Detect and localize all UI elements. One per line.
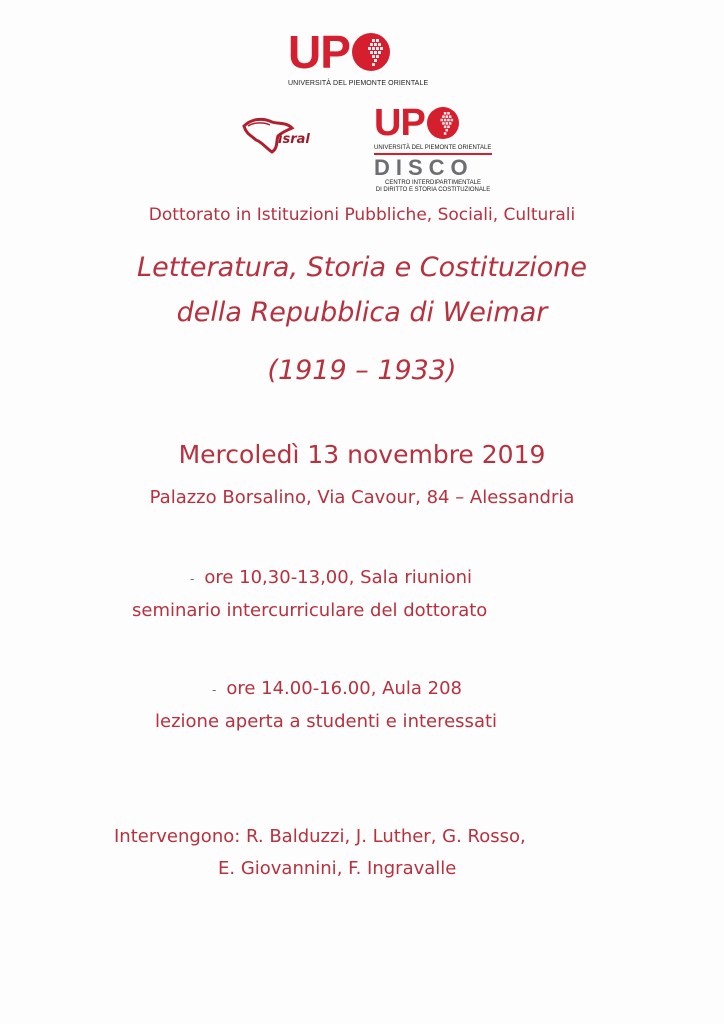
upo-map-icon <box>352 33 390 71</box>
event-date: Mercoledì 13 novembre 2019 <box>178 440 546 469</box>
session-2-bullet: - <box>212 683 217 697</box>
session-2-time-text: ore 14.00-16.00, Aula 208 <box>226 678 462 699</box>
speakers-line-1: Intervengono: R. Balduzzi, J. Luther, G. Rosso, <box>114 826 526 847</box>
speakers-line-2: E. Giovannini, F. Ingravalle <box>218 858 457 879</box>
isral-logo-text: isral <box>278 132 310 147</box>
event-place: Palazzo Borsalino, Via Cavour, 84 – Alessandria <box>149 487 575 508</box>
upo-logo-letters: UP <box>288 26 350 78</box>
title-line-3: (1919 – 1933) <box>267 355 457 386</box>
disco-wordmark: DISCO <box>374 155 474 180</box>
disco-subtitle-1: CENTRO INTERDIPARTIMENTALE <box>384 180 481 186</box>
title-line-2: della Repubblica di Weimar <box>176 297 548 328</box>
session-1-time <box>190 567 472 588</box>
upo-logo <box>288 26 429 96</box>
upo-disco-logo <box>374 102 498 194</box>
upo-disco-subtitle: UNIVERSITÀ DEL PIEMONTE ORIENTALE <box>374 145 492 151</box>
program-name: Dottorato in Istituzioni Pubbliche, Sociali, Culturali <box>148 205 576 225</box>
session-1-bullet: - <box>190 572 195 586</box>
session-2-description: lezione aperta a studenti e interessati <box>155 711 498 732</box>
upo-disco-letters: UP <box>374 102 425 144</box>
upo-disco-map-icon <box>427 107 459 139</box>
upo-logo-subtitle: UNIVERSITÀ DEL PIEMONTE ORIENTALE <box>288 80 429 87</box>
session-1-time-text: ore 10,30-13,00, Sala riunioni <box>204 567 473 588</box>
session-1-description: seminario intercurriculare del dottorato <box>132 600 488 621</box>
title-line-1: Letteratura, Storia e Costituzione <box>137 252 587 283</box>
session-2-time <box>212 678 462 699</box>
isral-logo <box>242 114 362 158</box>
disco-subtitle-2: DI DIRITTO E STORIA COSTITUZIONALE <box>375 187 491 193</box>
